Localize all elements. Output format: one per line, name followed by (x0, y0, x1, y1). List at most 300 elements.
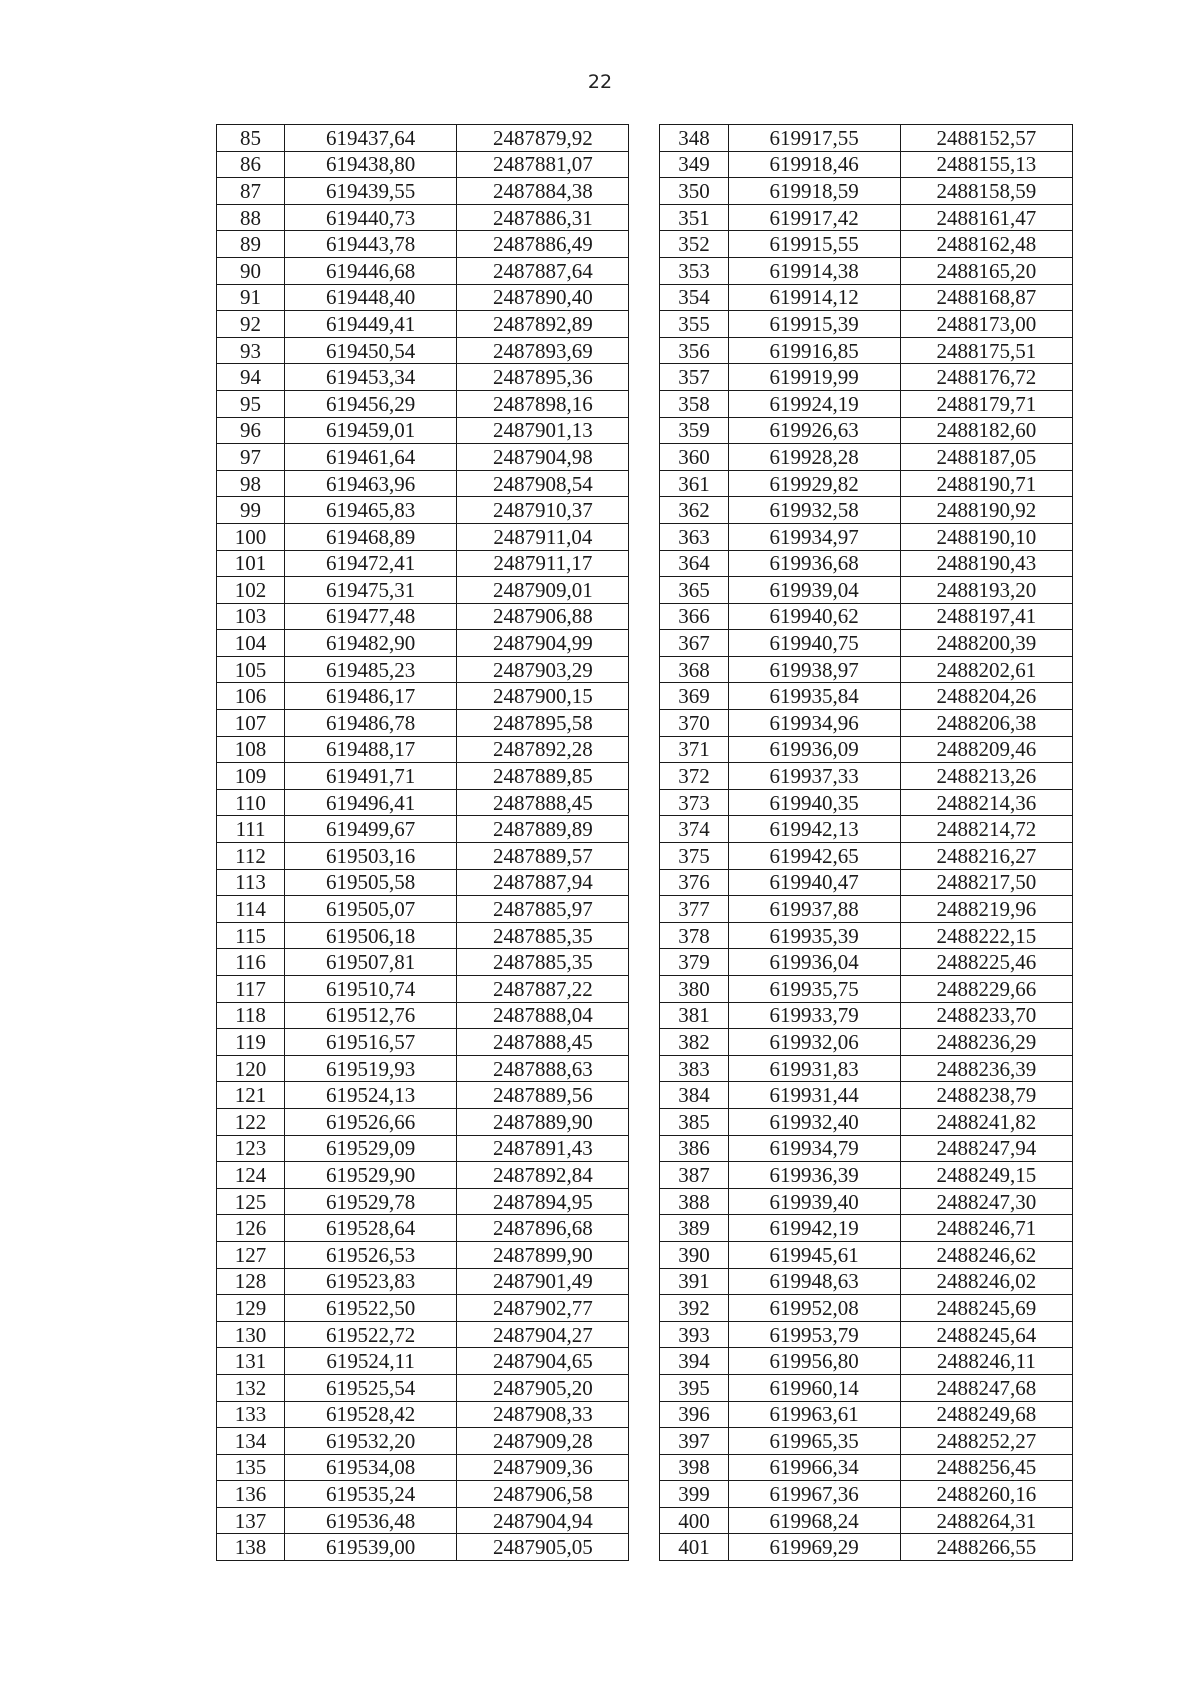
point-number-right: 359 (660, 417, 728, 444)
table-row (217, 1481, 1073, 1508)
point-number-right: 369 (660, 683, 728, 710)
y-coordinate-right: 2488165,20 (900, 257, 1072, 284)
point-number-right: 361 (660, 470, 728, 497)
y-coordinate-right: 2488246,02 (900, 1268, 1072, 1295)
x-coordinate-right: 619937,33 (728, 763, 900, 790)
x-coordinate-right: 619917,55 (728, 125, 900, 152)
point-number-left: 122 (217, 1108, 285, 1135)
x-coordinate-left: 619446,68 (285, 257, 457, 284)
x-coordinate-left: 619522,72 (285, 1321, 457, 1348)
table-row (217, 1374, 1073, 1401)
table-row (217, 364, 1073, 391)
column-gap (629, 843, 660, 870)
x-coordinate-right: 619933,79 (728, 1002, 900, 1029)
x-coordinate-left: 619534,08 (285, 1454, 457, 1481)
y-coordinate-left: 2487910,37 (457, 497, 629, 524)
point-number-right: 376 (660, 869, 728, 896)
x-coordinate-left: 619529,78 (285, 1188, 457, 1215)
y-coordinate-right: 2488256,45 (900, 1454, 1072, 1481)
y-coordinate-right: 2488217,50 (900, 869, 1072, 896)
y-coordinate-left: 2487888,63 (457, 1055, 629, 1082)
column-gap (629, 125, 660, 152)
column-gap (629, 1029, 660, 1056)
column-gap (629, 603, 660, 630)
x-coordinate-right: 619914,38 (728, 257, 900, 284)
y-coordinate-right: 2488238,79 (900, 1082, 1072, 1109)
x-coordinate-left: 619499,67 (285, 816, 457, 843)
x-coordinate-right: 619918,46 (728, 151, 900, 178)
point-number-left: 102 (217, 577, 285, 604)
y-coordinate-right: 2488155,13 (900, 151, 1072, 178)
x-coordinate-left: 619522,50 (285, 1295, 457, 1322)
x-coordinate-left: 619536,48 (285, 1507, 457, 1534)
table-row (217, 550, 1073, 577)
table-row (217, 843, 1073, 870)
table-row (217, 390, 1073, 417)
table-row (217, 1241, 1073, 1268)
x-coordinate-left: 619505,07 (285, 896, 457, 923)
point-number-right: 360 (660, 444, 728, 471)
y-coordinate-left: 2487894,95 (457, 1188, 629, 1215)
x-coordinate-right: 619932,40 (728, 1108, 900, 1135)
table-row (217, 470, 1073, 497)
x-coordinate-left: 619477,48 (285, 603, 457, 630)
point-number-left: 109 (217, 763, 285, 790)
y-coordinate-left: 2487881,07 (457, 151, 629, 178)
point-number-right: 354 (660, 284, 728, 311)
column-gap (629, 1055, 660, 1082)
y-coordinate-right: 2488266,55 (900, 1534, 1072, 1561)
table-row (217, 1428, 1073, 1455)
point-number-right: 364 (660, 550, 728, 577)
x-coordinate-right: 619940,35 (728, 789, 900, 816)
x-coordinate-left: 619528,64 (285, 1215, 457, 1242)
y-coordinate-right: 2488190,71 (900, 470, 1072, 497)
y-coordinate-right: 2488206,38 (900, 710, 1072, 737)
y-coordinate-left: 2487895,58 (457, 710, 629, 737)
x-coordinate-right: 619916,85 (728, 337, 900, 364)
y-coordinate-right: 2488247,94 (900, 1135, 1072, 1162)
x-coordinate-right: 619936,68 (728, 550, 900, 577)
point-number-left: 93 (217, 337, 285, 364)
x-coordinate-right: 619969,29 (728, 1534, 900, 1561)
point-number-left: 105 (217, 656, 285, 683)
point-number-left: 126 (217, 1215, 285, 1242)
point-number-right: 351 (660, 204, 728, 231)
x-coordinate-right: 619939,40 (728, 1188, 900, 1215)
y-coordinate-right: 2488161,47 (900, 204, 1072, 231)
point-number-left: 124 (217, 1162, 285, 1189)
table-row (217, 603, 1073, 630)
y-coordinate-left: 2487904,94 (457, 1507, 629, 1534)
point-number-left: 120 (217, 1055, 285, 1082)
table-row (217, 577, 1073, 604)
table-row (217, 1268, 1073, 1295)
point-number-right: 363 (660, 523, 728, 550)
column-gap (629, 204, 660, 231)
x-coordinate-left: 619486,17 (285, 683, 457, 710)
point-number-left: 133 (217, 1401, 285, 1428)
table-row (217, 816, 1073, 843)
point-number-right: 396 (660, 1401, 728, 1428)
x-coordinate-right: 619932,06 (728, 1029, 900, 1056)
y-coordinate-left: 2487893,69 (457, 337, 629, 364)
x-coordinate-right: 619926,63 (728, 417, 900, 444)
point-number-left: 135 (217, 1454, 285, 1481)
column-gap (629, 178, 660, 205)
point-number-right: 398 (660, 1454, 728, 1481)
column-gap (629, 444, 660, 471)
y-coordinate-left: 2487889,56 (457, 1082, 629, 1109)
table-row (217, 869, 1073, 896)
x-coordinate-left: 619440,73 (285, 204, 457, 231)
x-coordinate-left: 619449,41 (285, 311, 457, 338)
table-row (217, 151, 1073, 178)
column-gap (629, 1481, 660, 1508)
table-row (217, 1321, 1073, 1348)
column-gap (629, 976, 660, 1003)
y-coordinate-right: 2488204,26 (900, 683, 1072, 710)
y-coordinate-right: 2488209,46 (900, 736, 1072, 763)
point-number-right: 373 (660, 789, 728, 816)
point-number-right: 355 (660, 311, 728, 338)
point-number-right: 386 (660, 1135, 728, 1162)
x-coordinate-right: 619931,44 (728, 1082, 900, 1109)
x-coordinate-left: 619524,11 (285, 1348, 457, 1375)
y-coordinate-left: 2487909,28 (457, 1428, 629, 1455)
point-number-right: 365 (660, 577, 728, 604)
column-gap (629, 523, 660, 550)
column-gap (629, 683, 660, 710)
point-number-left: 131 (217, 1348, 285, 1375)
y-coordinate-right: 2488193,20 (900, 577, 1072, 604)
x-coordinate-right: 619919,99 (728, 364, 900, 391)
point-number-left: 116 (217, 949, 285, 976)
y-coordinate-left: 2487890,40 (457, 284, 629, 311)
x-coordinate-right: 619952,08 (728, 1295, 900, 1322)
column-gap (629, 1295, 660, 1322)
y-coordinate-right: 2488249,68 (900, 1401, 1072, 1428)
y-coordinate-right: 2488216,27 (900, 843, 1072, 870)
y-coordinate-right: 2488249,15 (900, 1162, 1072, 1189)
y-coordinate-left: 2487903,29 (457, 656, 629, 683)
x-coordinate-right: 619929,82 (728, 470, 900, 497)
x-coordinate-left: 619482,90 (285, 630, 457, 657)
column-gap (629, 417, 660, 444)
y-coordinate-left: 2487900,15 (457, 683, 629, 710)
x-coordinate-left: 619526,53 (285, 1241, 457, 1268)
x-coordinate-left: 619485,23 (285, 656, 457, 683)
y-coordinate-left: 2487901,13 (457, 417, 629, 444)
column-gap (629, 1002, 660, 1029)
y-coordinate-right: 2488213,26 (900, 763, 1072, 790)
y-coordinate-right: 2488168,87 (900, 284, 1072, 311)
x-coordinate-left: 619524,13 (285, 1082, 457, 1109)
x-coordinate-right: 619965,35 (728, 1428, 900, 1455)
y-coordinate-left: 2487889,57 (457, 843, 629, 870)
x-coordinate-right: 619924,19 (728, 390, 900, 417)
table-row (217, 417, 1073, 444)
x-coordinate-left: 619437,64 (285, 125, 457, 152)
point-number-left: 106 (217, 683, 285, 710)
x-coordinate-right: 619935,39 (728, 922, 900, 949)
column-gap (629, 1135, 660, 1162)
table-row (217, 204, 1073, 231)
column-gap (629, 1401, 660, 1428)
point-number-right: 350 (660, 178, 728, 205)
point-number-right: 391 (660, 1268, 728, 1295)
y-coordinate-right: 2488233,70 (900, 1002, 1072, 1029)
x-coordinate-right: 619931,83 (728, 1055, 900, 1082)
point-number-right: 370 (660, 710, 728, 737)
y-coordinate-right: 2488222,15 (900, 922, 1072, 949)
column-gap (629, 337, 660, 364)
point-number-right: 372 (660, 763, 728, 790)
y-coordinate-right: 2488260,16 (900, 1481, 1072, 1508)
table-row (217, 1135, 1073, 1162)
column-gap (629, 763, 660, 790)
x-coordinate-left: 619472,41 (285, 550, 457, 577)
table-row (217, 125, 1073, 152)
table-row (217, 763, 1073, 790)
y-coordinate-left: 2487908,33 (457, 1401, 629, 1428)
x-coordinate-left: 619465,83 (285, 497, 457, 524)
point-number-right: 375 (660, 843, 728, 870)
table-row (217, 497, 1073, 524)
point-number-right: 382 (660, 1029, 728, 1056)
point-number-right: 400 (660, 1507, 728, 1534)
x-coordinate-left: 619529,90 (285, 1162, 457, 1189)
y-coordinate-left: 2487909,36 (457, 1454, 629, 1481)
x-coordinate-left: 619523,83 (285, 1268, 457, 1295)
x-coordinate-right: 619936,39 (728, 1162, 900, 1189)
column-gap (629, 231, 660, 258)
column-gap (629, 284, 660, 311)
column-gap (629, 1321, 660, 1348)
y-coordinate-right: 2488197,41 (900, 603, 1072, 630)
y-coordinate-left: 2487886,31 (457, 204, 629, 231)
x-coordinate-right: 619938,97 (728, 656, 900, 683)
y-coordinate-right: 2488246,71 (900, 1215, 1072, 1242)
point-number-left: 136 (217, 1481, 285, 1508)
point-number-left: 127 (217, 1241, 285, 1268)
point-number-right: 349 (660, 151, 728, 178)
point-number-right: 393 (660, 1321, 728, 1348)
point-number-right: 395 (660, 1374, 728, 1401)
y-coordinate-left: 2487885,97 (457, 896, 629, 923)
point-number-right: 371 (660, 736, 728, 763)
y-coordinate-right: 2488202,61 (900, 656, 1072, 683)
point-number-right: 389 (660, 1215, 728, 1242)
x-coordinate-left: 619475,31 (285, 577, 457, 604)
y-coordinate-right: 2488245,64 (900, 1321, 1072, 1348)
y-coordinate-left: 2487905,20 (457, 1374, 629, 1401)
y-coordinate-right: 2488241,82 (900, 1108, 1072, 1135)
table-row (217, 1108, 1073, 1135)
point-number-left: 85 (217, 125, 285, 152)
column-gap (629, 311, 660, 338)
point-number-left: 88 (217, 204, 285, 231)
x-coordinate-left: 619468,89 (285, 523, 457, 550)
table-row (217, 284, 1073, 311)
table-row (217, 630, 1073, 657)
point-number-left: 132 (217, 1374, 285, 1401)
y-coordinate-left: 2487904,27 (457, 1321, 629, 1348)
point-number-left: 115 (217, 922, 285, 949)
point-number-left: 137 (217, 1507, 285, 1534)
y-coordinate-right: 2488173,00 (900, 311, 1072, 338)
column-gap (629, 1108, 660, 1135)
coordinates-table (216, 124, 1073, 1561)
y-coordinate-left: 2487884,38 (457, 178, 629, 205)
x-coordinate-left: 619448,40 (285, 284, 457, 311)
point-number-left: 110 (217, 789, 285, 816)
column-gap (629, 1268, 660, 1295)
point-number-right: 362 (660, 497, 728, 524)
table-row (217, 1534, 1073, 1561)
x-coordinate-right: 619968,24 (728, 1507, 900, 1534)
table-row (217, 683, 1073, 710)
point-number-right: 390 (660, 1241, 728, 1268)
point-number-right: 388 (660, 1188, 728, 1215)
x-coordinate-right: 619934,79 (728, 1135, 900, 1162)
y-coordinate-left: 2487901,49 (457, 1268, 629, 1295)
point-number-left: 101 (217, 550, 285, 577)
column-gap (629, 710, 660, 737)
table-row (217, 444, 1073, 471)
x-coordinate-left: 619539,00 (285, 1534, 457, 1561)
y-coordinate-right: 2488190,43 (900, 550, 1072, 577)
point-number-left: 117 (217, 976, 285, 1003)
point-number-right: 357 (660, 364, 728, 391)
column-gap (629, 1348, 660, 1375)
column-gap (629, 1082, 660, 1109)
y-coordinate-right: 2488175,51 (900, 337, 1072, 364)
table-row (217, 1454, 1073, 1481)
x-coordinate-right: 619928,28 (728, 444, 900, 471)
x-coordinate-left: 619461,64 (285, 444, 457, 471)
table-row (217, 789, 1073, 816)
table-row (217, 1215, 1073, 1242)
x-coordinate-right: 619956,80 (728, 1348, 900, 1375)
point-number-right: 401 (660, 1534, 728, 1561)
x-coordinate-right: 619942,13 (728, 816, 900, 843)
point-number-left: 123 (217, 1135, 285, 1162)
table-row (217, 337, 1073, 364)
point-number-left: 121 (217, 1082, 285, 1109)
point-number-right: 348 (660, 125, 728, 152)
point-number-left: 113 (217, 869, 285, 896)
x-coordinate-right: 619934,97 (728, 523, 900, 550)
y-coordinate-left: 2487898,16 (457, 390, 629, 417)
y-coordinate-left: 2487902,77 (457, 1295, 629, 1322)
table-row (217, 257, 1073, 284)
y-coordinate-right: 2488236,29 (900, 1029, 1072, 1056)
x-coordinate-right: 619939,04 (728, 577, 900, 604)
column-gap (629, 257, 660, 284)
y-coordinate-left: 2487892,89 (457, 311, 629, 338)
x-coordinate-right: 619936,09 (728, 736, 900, 763)
x-coordinate-left: 619532,20 (285, 1428, 457, 1455)
x-coordinate-right: 619967,36 (728, 1481, 900, 1508)
y-coordinate-left: 2487887,22 (457, 976, 629, 1003)
column-gap (629, 390, 660, 417)
x-coordinate-right: 619935,84 (728, 683, 900, 710)
point-number-left: 118 (217, 1002, 285, 1029)
x-coordinate-right: 619935,75 (728, 976, 900, 1003)
table-row (217, 1507, 1073, 1534)
x-coordinate-right: 619948,63 (728, 1268, 900, 1295)
point-number-left: 94 (217, 364, 285, 391)
y-coordinate-left: 2487904,98 (457, 444, 629, 471)
column-gap (629, 577, 660, 604)
y-coordinate-left: 2487895,36 (457, 364, 629, 391)
column-gap (629, 151, 660, 178)
point-number-right: 399 (660, 1481, 728, 1508)
x-coordinate-right: 619936,04 (728, 949, 900, 976)
point-number-left: 104 (217, 630, 285, 657)
x-coordinate-left: 619486,78 (285, 710, 457, 737)
y-coordinate-right: 2488247,68 (900, 1374, 1072, 1401)
y-coordinate-left: 2487889,85 (457, 763, 629, 790)
y-coordinate-left: 2487905,05 (457, 1534, 629, 1561)
y-coordinate-left: 2487899,90 (457, 1241, 629, 1268)
x-coordinate-right: 619960,14 (728, 1374, 900, 1401)
y-coordinate-left: 2487892,28 (457, 736, 629, 763)
coordinates-table-body (217, 125, 1073, 1561)
table-row (217, 976, 1073, 1003)
column-gap (629, 656, 660, 683)
point-number-right: 356 (660, 337, 728, 364)
point-number-left: 114 (217, 896, 285, 923)
y-coordinate-left: 2487889,90 (457, 1108, 629, 1135)
y-coordinate-left: 2487889,89 (457, 816, 629, 843)
table-row (217, 311, 1073, 338)
x-coordinate-left: 619496,41 (285, 789, 457, 816)
y-coordinate-right: 2488214,36 (900, 789, 1072, 816)
x-coordinate-left: 619443,78 (285, 231, 457, 258)
table-row (217, 1295, 1073, 1322)
table-row (217, 523, 1073, 550)
y-coordinate-right: 2488219,96 (900, 896, 1072, 923)
y-coordinate-right: 2488236,39 (900, 1055, 1072, 1082)
point-number-right: 377 (660, 896, 728, 923)
table-row (217, 896, 1073, 923)
column-gap (629, 789, 660, 816)
point-number-right: 387 (660, 1162, 728, 1189)
column-gap (629, 1534, 660, 1561)
point-number-left: 87 (217, 178, 285, 205)
column-gap (629, 896, 660, 923)
column-gap (629, 1162, 660, 1189)
point-number-left: 97 (217, 444, 285, 471)
column-gap (629, 1374, 660, 1401)
x-coordinate-right: 619940,62 (728, 603, 900, 630)
point-number-right: 366 (660, 603, 728, 630)
page-number: 22 (587, 71, 613, 93)
x-coordinate-right: 619915,39 (728, 311, 900, 338)
x-coordinate-right: 619934,96 (728, 710, 900, 737)
point-number-left: 107 (217, 710, 285, 737)
y-coordinate-left: 2487911,04 (457, 523, 629, 550)
y-coordinate-right: 2488264,31 (900, 1507, 1072, 1534)
point-number-left: 130 (217, 1321, 285, 1348)
point-number-right: 384 (660, 1082, 728, 1109)
table-row (217, 1002, 1073, 1029)
x-coordinate-left: 619491,71 (285, 763, 457, 790)
point-number-right: 383 (660, 1055, 728, 1082)
point-number-left: 86 (217, 151, 285, 178)
